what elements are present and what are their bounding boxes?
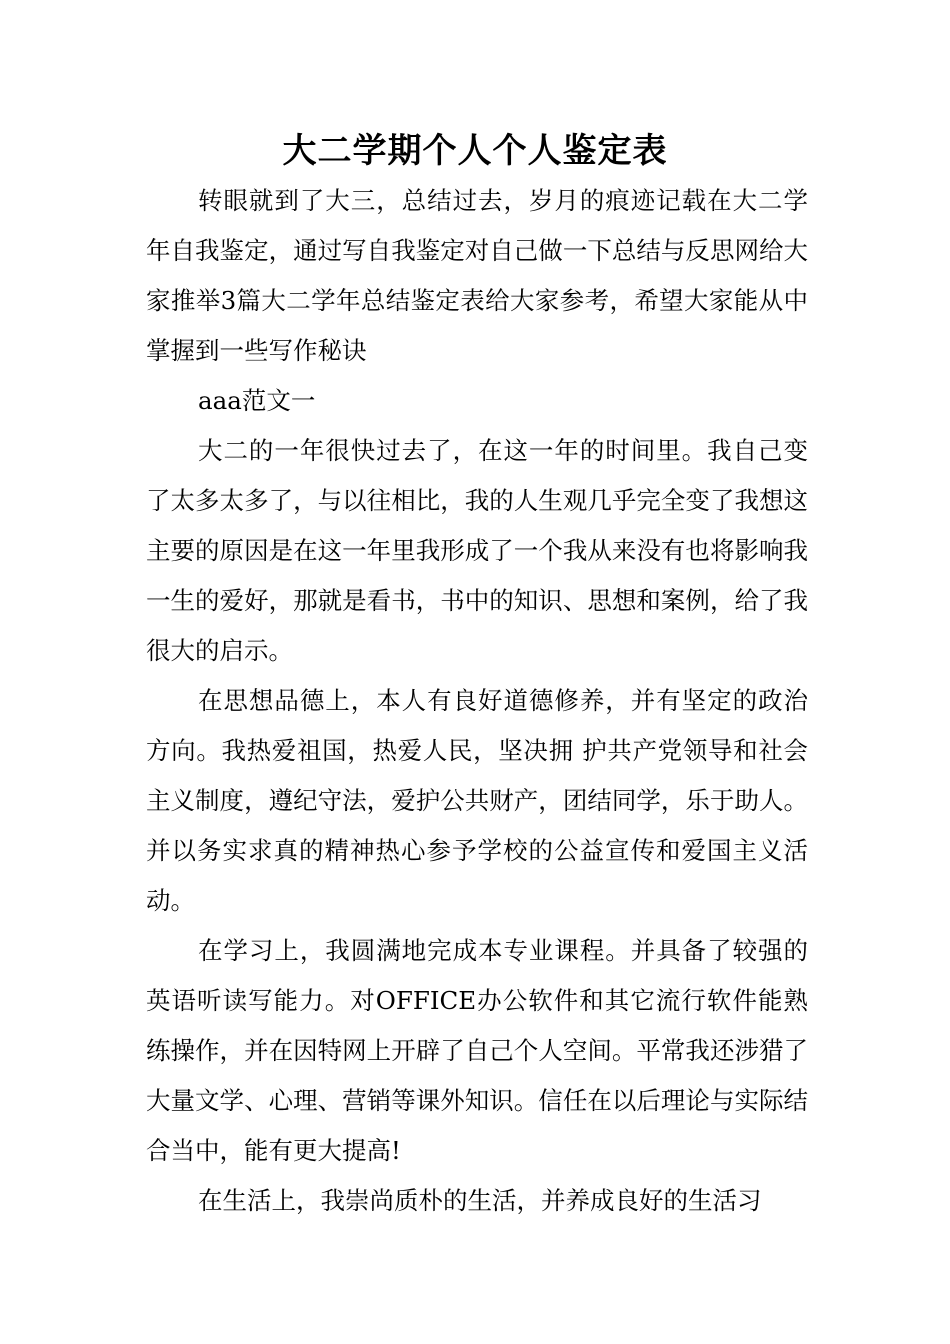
document-title: 大二学期个人个人鉴定表 [282,131,668,171]
intro-paragraph: 转眼就到了大三，总结过去，岁月的痕迹记载在大二学年自我鉴定，通过写自我鉴定对自己做一下总结与反思网给大家推举3篇大二学年总结鉴定表给大家参考，希望大家能从中掌握到一些写作秘诀 [146,186,808,365]
body-paragraph: 在思想品德上，本人有良好道德修养，并有坚定的政治方向。我热爱祖国，热爱人民，坚决拥 护共产党领导和社会主义制度，遵纪守法，爱护公共财产，团结同学，乐于助人。并以务实求真的精神热心参予学校的公益宣传和爱国主义活动。 [146,686,808,915]
section-heading: aaa范文一 [198,386,316,415]
body-paragraph: 大二的一年很快过去了，在这一年的时间里。我自己变了太多太多了，与以往相比，我的人生观几乎完全变了我想这主要的原因是在这一年里我形成了一个我从来没有也将影响我一生的爱好，那就是看书，书中的知识、思想和案例，给了我很大的启示。 [146,436,808,665]
body-paragraph: 在生活上，我崇尚质朴的生活，并养成良好的生活习 [198,1186,762,1215]
document-body [146,176,808,1226]
body-paragraph: 在学习上，我圆满地完成本专业课程。并具备了较强的英语听读写能力。对OFFICE办公软件和其它流行软件能熟练操作，并在因特网上开辟了自己个人空间。平常我还涉猎了大量文学、心理、营销等课外知识。信任在以后理论与实际结合当中，能有更大提高! [146,936,808,1165]
